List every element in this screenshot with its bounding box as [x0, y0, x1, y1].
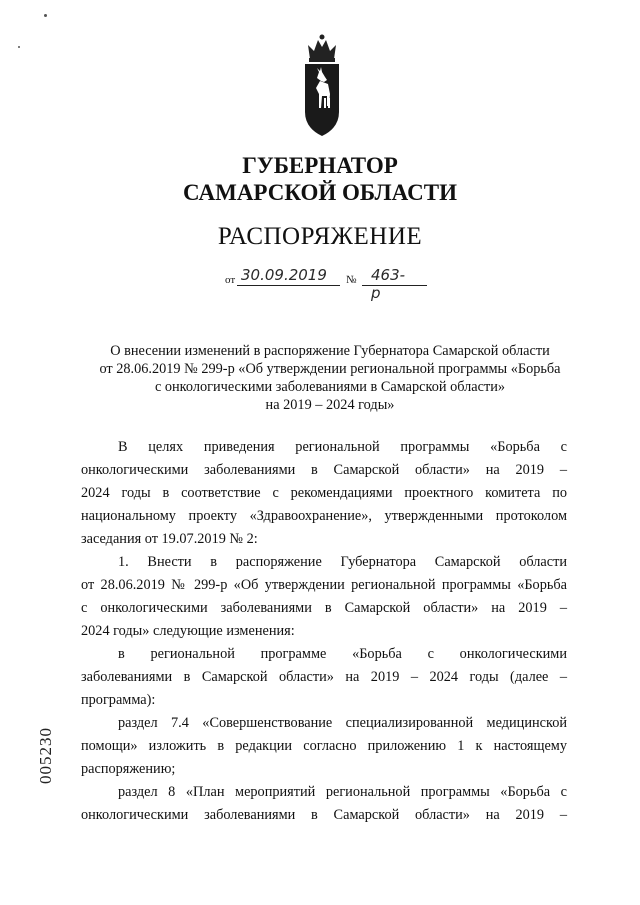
- scan-speck: [18, 46, 20, 48]
- body-line: распоряжению;: [81, 761, 176, 777]
- body-line: с онкологическими заболеваниями в Самарской области» на 2019 –: [81, 600, 567, 616]
- body-line: 1. Внести в распоряжение Губернатора Самарской области: [118, 554, 567, 570]
- body-line: помощи» изложить в редакции согласно приложению 1 к настоящему: [81, 738, 567, 754]
- document-subject: [60, 342, 600, 414]
- body-line: национальному проекту «Здравоохранение», утвержденными протоколом: [81, 508, 567, 524]
- samara-coat-of-arms-icon: [297, 32, 347, 142]
- document-type: РАСПОРЯЖЕНИЕ: [217, 223, 423, 250]
- document-body: [81, 436, 567, 827]
- body-line: 2024 годы в соответствие с рекомендациями проектного комитета по: [81, 485, 567, 501]
- body-line: раздел 7.4 «Совершенствование специализированной медицинской: [118, 715, 567, 731]
- body-line: 2024 годы» следующие изменения:: [81, 623, 295, 639]
- subject-line: на 2019 – 2024 годы»: [265, 397, 395, 413]
- body-line: заседания от 19.07.2019 № 2:: [81, 531, 258, 547]
- subject-line: О внесении изменений в распоряжение Губернатора Самарской области: [110, 343, 550, 359]
- number-value: 463-р: [371, 266, 406, 302]
- body-line: В целях приведения региональной программы «Борьба с: [118, 439, 567, 455]
- body-line: заболеваниями в Самарской области» на 2019 – 2024 годы (далее –: [81, 669, 567, 685]
- body-line: онкологическими заболеваниями в Самарской области» на 2019 –: [81, 807, 567, 823]
- body-line: раздел 8 «План мероприятий региональной программы «Борьба с: [118, 784, 567, 800]
- date-value: 30.09.2019: [241, 266, 327, 284]
- subject-line: с онкологическими заболеваниями в Самарской области»: [154, 379, 506, 395]
- scan-speck: [44, 14, 47, 17]
- body-line: в региональной программе «Борьба с онкологическими: [118, 646, 567, 662]
- date-underline: [237, 285, 340, 286]
- body-line: онкологическими заболеваниями в Самарской области» на 2019 –: [81, 462, 567, 478]
- registration-stamp: 005230: [36, 727, 55, 784]
- number-label: №: [346, 274, 357, 286]
- body-line: программа):: [81, 692, 156, 708]
- subject-line: от 28.06.2019 № 299-р «Об утверждении региональной программы «Борьба: [99, 361, 561, 377]
- body-line: от 28.06.2019 № 299-р «Об утверждении региональной программы «Борьба: [81, 577, 567, 593]
- governor-title: ГУБЕРНАТОР: [242, 153, 398, 178]
- date-label: от: [225, 274, 236, 286]
- region-title: САМАРСКОЙ ОБЛАСТИ: [183, 180, 457, 205]
